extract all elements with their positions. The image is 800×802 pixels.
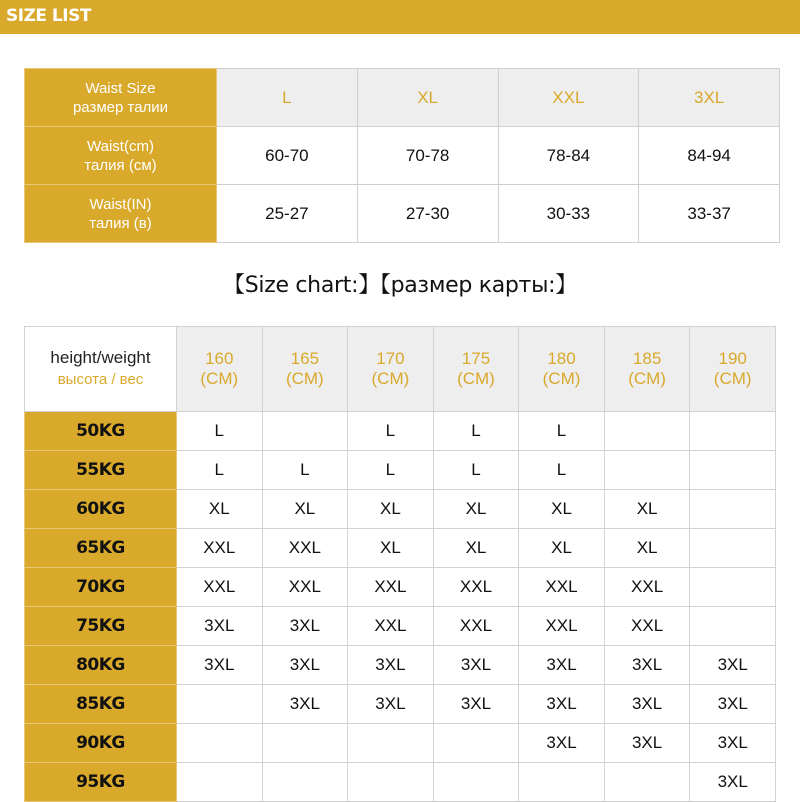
size-cell: 3XL	[690, 685, 776, 724]
size-cell	[690, 568, 776, 607]
size-cell	[690, 451, 776, 490]
size-cell: XXL	[348, 568, 434, 607]
height-unit: (CM)	[542, 369, 581, 388]
height-value: 190	[718, 349, 747, 368]
size-cell	[433, 724, 519, 763]
weight-label: 65KG	[25, 529, 177, 568]
weight-row	[25, 490, 776, 529]
size-cell	[690, 529, 776, 568]
corner-label-en: height/weight	[50, 348, 151, 367]
waist-size-col-header: XXL	[498, 69, 639, 127]
weight-row	[25, 529, 776, 568]
height-unit: (CM)	[371, 369, 410, 388]
size-cell	[690, 412, 776, 451]
corner-label-ru: высота / вес	[57, 371, 144, 388]
height-header	[348, 327, 434, 412]
waist-cell: 84-94	[639, 127, 780, 185]
waist-cell: 70-78	[357, 127, 498, 185]
size-cell: XL	[262, 490, 348, 529]
size-cell: 3XL	[604, 646, 690, 685]
size-cell: L	[519, 451, 605, 490]
waist-cm-label-ru: талия (см)	[84, 156, 157, 174]
waist-cell: 60-70	[217, 127, 358, 185]
weight-label: 95KG	[25, 763, 177, 802]
height-value: 175	[461, 349, 491, 368]
height-value: 160	[205, 349, 234, 368]
waist-size-col-header: 3XL	[639, 69, 780, 127]
size-cell: XXL	[433, 568, 519, 607]
height-value: 165	[290, 349, 320, 368]
waist-in-label-en: Waist(IN)	[89, 195, 152, 213]
size-cell	[348, 763, 434, 802]
size-chart-title: 【Size chart:】【размер карты:】	[223, 273, 577, 298]
waist-in-label-ru: талия (в)	[89, 214, 152, 232]
size-cell	[433, 763, 519, 802]
size-cell: 3XL	[177, 607, 263, 646]
weight-row	[25, 568, 776, 607]
waist-size-header-row	[25, 69, 780, 127]
waist-size-header-label	[25, 69, 217, 127]
size-cell	[690, 490, 776, 529]
size-cell: XL	[519, 490, 605, 529]
size-cell: XL	[433, 490, 519, 529]
size-cell: L	[262, 451, 348, 490]
size-cell	[177, 685, 263, 724]
weight-label: 50KG	[25, 412, 177, 451]
size-cell: L	[348, 412, 434, 451]
size-cell: XL	[604, 490, 690, 529]
height-unit: (CM)	[285, 369, 324, 388]
size-cell: 3XL	[604, 685, 690, 724]
weight-row	[25, 412, 776, 451]
height-unit: (CM)	[628, 369, 666, 388]
size-cell: 3XL	[262, 607, 348, 646]
size-cell: 3XL	[433, 646, 519, 685]
weight-label: 55KG	[25, 451, 177, 490]
waist-in-row	[25, 185, 780, 243]
height-value: 170	[376, 349, 405, 368]
height-header	[690, 327, 776, 412]
weight-row	[25, 763, 776, 802]
weight-row	[25, 724, 776, 763]
waist-cm-row	[25, 127, 780, 185]
waist-cell: 78-84	[498, 127, 639, 185]
size-cell: L	[433, 412, 519, 451]
size-cell: XXL	[262, 529, 348, 568]
weight-label: 70KG	[25, 568, 177, 607]
height-header	[177, 327, 263, 412]
size-cell	[262, 724, 348, 763]
size-cell: L	[433, 451, 519, 490]
height-unit: (CM)	[200, 369, 239, 388]
size-cell	[348, 724, 434, 763]
size-cell: XL	[433, 529, 519, 568]
size-cell	[604, 451, 690, 490]
waist-size-col-header: L	[217, 69, 358, 127]
size-cell	[604, 763, 690, 802]
size-cell: XXL	[519, 607, 605, 646]
size-cell: XL	[348, 490, 434, 529]
waist-cm-label-en: Waist(cm)	[87, 137, 154, 155]
waist-cell: 33-37	[639, 185, 780, 243]
size-cell: 3XL	[262, 685, 348, 724]
size-cell	[177, 763, 263, 802]
waist-cell: 27-30	[357, 185, 498, 243]
size-cell	[262, 763, 348, 802]
size-chart-table	[24, 326, 776, 802]
height-header	[433, 327, 519, 412]
size-cell	[262, 412, 348, 451]
size-cell: L	[177, 412, 263, 451]
size-cell: XXL	[348, 607, 434, 646]
size-cell: 3XL	[519, 646, 605, 685]
size-cell	[519, 763, 605, 802]
height-unit: (CM)	[713, 369, 752, 388]
height-weight-corner	[25, 327, 177, 412]
size-cell: XXL	[177, 568, 263, 607]
weight-row	[25, 451, 776, 490]
weight-row	[25, 607, 776, 646]
size-cell: 3XL	[348, 646, 434, 685]
waist-cell: 25-27	[217, 185, 358, 243]
weight-row	[25, 646, 776, 685]
size-cell: 3XL	[519, 724, 605, 763]
waist-size-label-ru: размер талии	[72, 98, 169, 116]
weight-label: 80KG	[25, 646, 177, 685]
height-value: 185	[632, 349, 662, 368]
height-unit: (CM)	[457, 369, 495, 388]
size-cell: XXL	[604, 607, 690, 646]
size-cell: L	[177, 451, 263, 490]
size-cell: 3XL	[690, 763, 776, 802]
weight-label: 90KG	[25, 724, 177, 763]
size-cell: XL	[604, 529, 690, 568]
height-header	[604, 327, 690, 412]
weight-label: 75KG	[25, 607, 177, 646]
size-cell: 3XL	[433, 685, 519, 724]
size-list-title: SIZE LIST	[6, 6, 91, 26]
size-cell	[604, 412, 690, 451]
size-chart-body	[25, 412, 776, 802]
size-cell: XL	[519, 529, 605, 568]
size-cell	[690, 607, 776, 646]
height-value: 180	[547, 349, 576, 368]
size-cell: 3XL	[690, 724, 776, 763]
size-cell: L	[519, 412, 605, 451]
size-cell: XXL	[604, 568, 690, 607]
size-cell: 3XL	[177, 646, 263, 685]
weight-label: 60KG	[25, 490, 177, 529]
size-cell: XL	[348, 529, 434, 568]
waist-cell: 30-33	[498, 185, 639, 243]
size-cell: XXL	[262, 568, 348, 607]
size-cell: XL	[177, 490, 263, 529]
size-cell: 3XL	[604, 724, 690, 763]
size-cell: XXL	[519, 568, 605, 607]
waist-cm-label	[25, 127, 217, 185]
weight-row	[25, 685, 776, 724]
waist-size-table	[24, 68, 780, 243]
size-cell	[177, 724, 263, 763]
size-cell: 3XL	[348, 685, 434, 724]
size-cell: 3XL	[262, 646, 348, 685]
height-header	[262, 327, 348, 412]
height-header-row	[25, 327, 776, 412]
size-cell: XXL	[433, 607, 519, 646]
size-cell: L	[348, 451, 434, 490]
height-header	[519, 327, 605, 412]
waist-size-col-header: XL	[357, 69, 498, 127]
size-cell: 3XL	[690, 646, 776, 685]
weight-label: 85KG	[25, 685, 177, 724]
size-cell: 3XL	[519, 685, 605, 724]
size-cell: XXL	[177, 529, 263, 568]
waist-in-label	[25, 185, 217, 243]
waist-size-label-en: Waist Size	[85, 79, 156, 97]
top-banner	[0, 0, 800, 34]
